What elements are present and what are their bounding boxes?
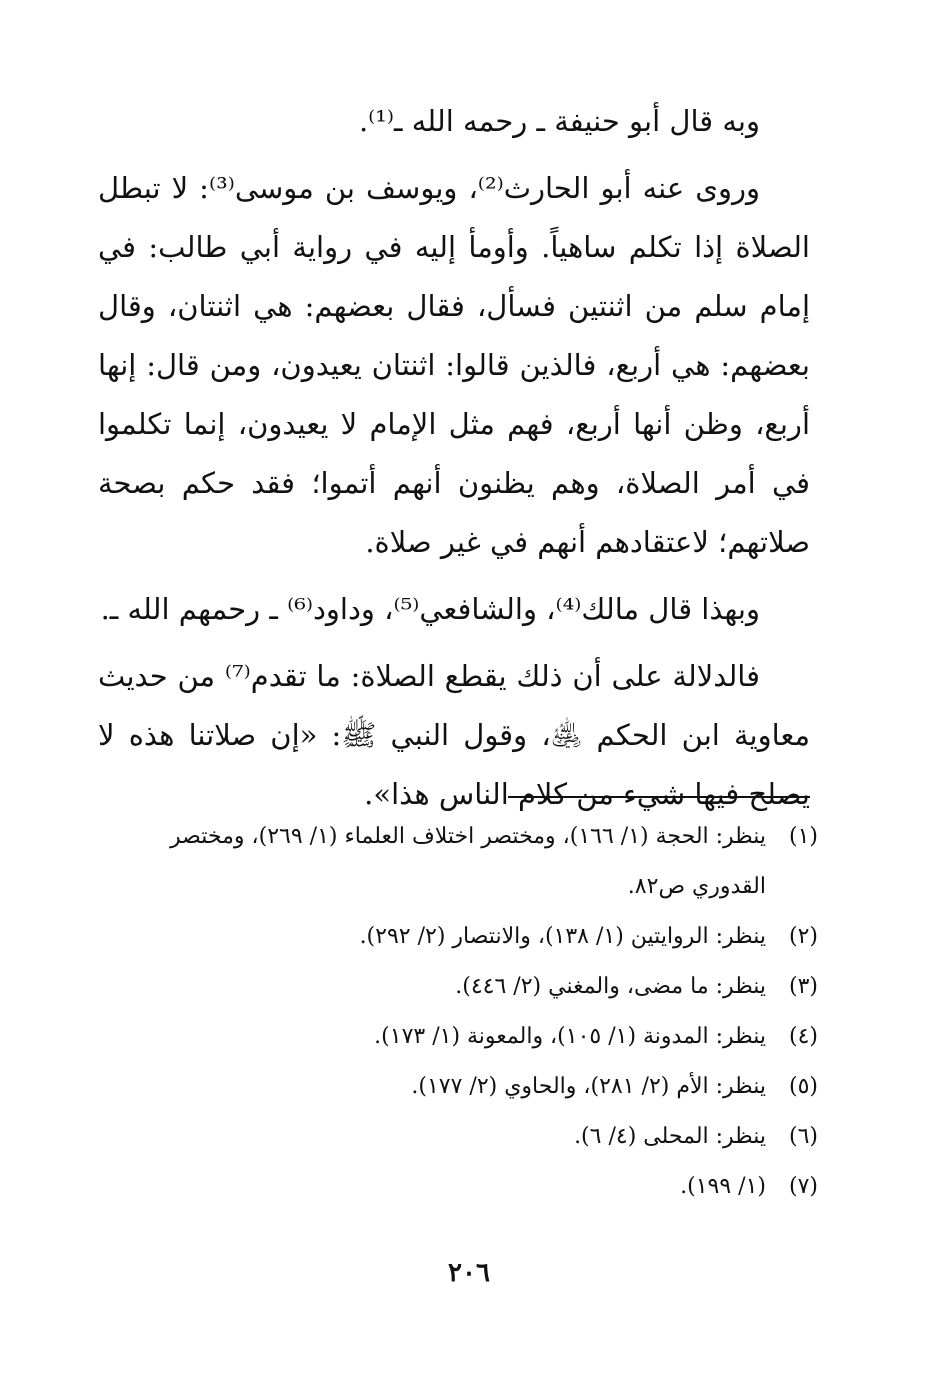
footnote-item [98, 1062, 818, 1112]
footnote-text: ينظر: الروايتين (١/ ١٣٨)، والانتصار (٢/ ٢٩٢). [359, 924, 766, 949]
footnote-item [98, 1112, 818, 1162]
footnote-item [98, 912, 818, 962]
footnote-item [98, 1162, 818, 1212]
footnote-item [98, 1012, 818, 1062]
footnote-divider [508, 796, 810, 798]
main-text [98, 92, 810, 832]
footnote-text: ينظر: المحلى (٤/ ٦). [574, 1124, 766, 1149]
footnote-text: ينظر: الحجة (١/ ١٦٦)، ومختصر اختلاف العلماء (١/ ٢٦٩)، ومختصر القدوري ص٨٢. [170, 824, 766, 899]
paragraph: فالدلالة على أن ذلك يقطع الصلاة: ما تقدم⁽⁷⁾ من حديث معاوية ابن الحكم ﵁، وقول النبي ﷺ: «إن صلاتنا هذه لا يصلح فيها شيء من كلام الناس هذا». [98, 659, 810, 811]
footnote-text: (١/ ١٩٩). [680, 1174, 766, 1199]
footnote-number: (٥) [788, 1074, 818, 1099]
footnote-number: (٢) [788, 924, 818, 949]
footnote-number: (١) [788, 824, 818, 849]
paragraph: وبه قال أبو حنيفة ـ رحمه الله ـ⁽¹⁾. [358, 104, 760, 138]
footnote-text: ينظر: الأم (٢/ ٢٨١)، والحاوي (٢/ ١٧٧). [411, 1074, 766, 1099]
footnote-number: (٧) [788, 1174, 818, 1199]
page-number: ٢٠٦ [448, 1258, 490, 1288]
footnote-text: ينظر: ما مضى، والمغني (٢/ ٤٤٦). [455, 974, 766, 999]
footnote-item [98, 812, 818, 912]
footnotes [98, 812, 818, 1212]
footnote-number: (٤) [788, 1024, 818, 1049]
footnote-text: ينظر: المدونة (١/ ١٠٥)، والمعونة (١/ ١٧٣). [374, 1024, 766, 1049]
footnote-number: (٦) [788, 1124, 818, 1149]
paragraph: وبهذا قال مالك⁽⁴⁾، والشافعي⁽⁵⁾، وداود⁽⁶⁾ ـ رحمهم الله ـ. [100, 592, 760, 626]
footnote-item [98, 962, 818, 1012]
footnote-number: (٣) [788, 974, 818, 999]
paragraph: وروى عنه أبو الحارث⁽²⁾، ويوسف بن موسى⁽³⁾: لا تبطل الصلاة إذا تكلم ساهياً. وأومأ إليه في رواية أبي طالب: في إمام سلم من اثنتين فسأل، فقال بعضهم: هي اثنتان، وقال بعضهم: هي أربع، فالذين قالوا: اثنتان يعيدون، ومن قال: إنها أربع، وظن أنها أربع، فهم مثل الإمام لا يعيدون، إنما تكلموا في أمر الصلاة، وهم يظنون أنهم أتموا؛ فقد حكم بصحة صلاتهم؛ لاعتقادهم أنهم في غير صلاة. [98, 171, 810, 559]
